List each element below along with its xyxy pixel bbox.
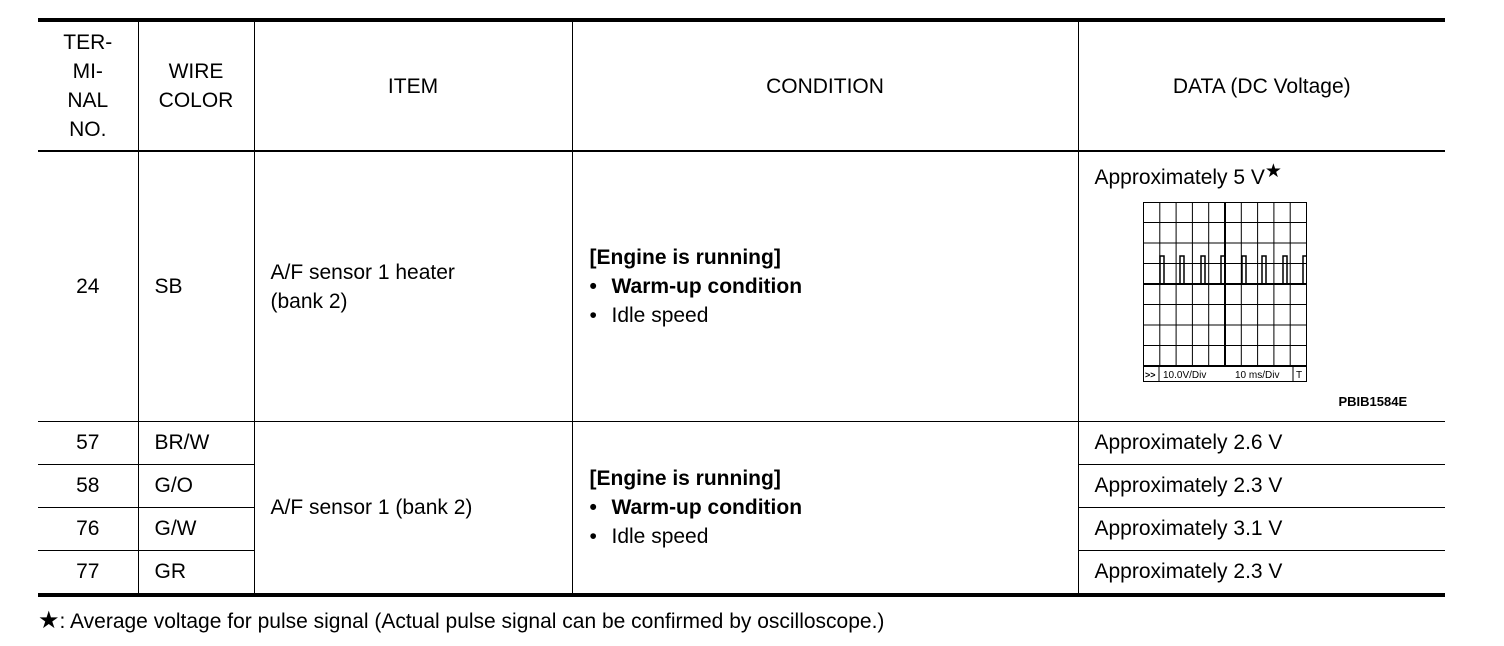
condition-bullet: • Idle speed (589, 304, 709, 327)
wire-color: G/W (138, 508, 254, 551)
data-value: Approximately 5 V★ (1094, 161, 1282, 189)
terminal-number: 76 (38, 508, 138, 551)
condition-cell (572, 151, 1078, 422)
item-cell: A/F sensor 1 (bank 2) (254, 422, 572, 596)
header-row (38, 20, 1445, 151)
condition-heading: [Engine is running] (589, 246, 781, 269)
data-cell (1078, 151, 1445, 422)
item-cell: A/F sensor 1 heater (bank 2) (254, 151, 572, 422)
table-row-57 (38, 422, 1445, 465)
scope-volts-per-div: 10.0V/Div (1162, 370, 1206, 381)
header-item: ITEM (254, 20, 572, 151)
header-data: DATA (DC Voltage) (1078, 20, 1445, 151)
data-value: Approximately 2.3 V (1078, 465, 1445, 508)
scope-marker-left: >> (1144, 370, 1156, 380)
wire-color: GR (138, 551, 254, 596)
scope-marker-right: T (1295, 370, 1302, 381)
wire-color: G/O (138, 465, 254, 508)
condition-bullet: • Idle speed (589, 525, 709, 548)
figure-code: PBIB1584E (1338, 394, 1408, 409)
header-terminal-no: TER- MI- NAL NO. (38, 20, 138, 151)
data-value: Approximately 2.3 V (1078, 551, 1445, 596)
star-icon: ★ (1264, 161, 1282, 182)
terminal-number: 57 (38, 422, 138, 465)
oscilloscope-waveform (1143, 202, 1307, 382)
footnote-text: : Average voltage for pulse signal (Actual pulse signal can be confirmed by oscilloscope.) (59, 610, 885, 633)
footnote (38, 606, 884, 635)
condition-bullet: • Warm-up condition (589, 496, 803, 519)
terminal-data-table (38, 18, 1445, 597)
condition-bullet: • Warm-up condition (589, 275, 803, 298)
header-wire-color: WIRE COLOR (138, 20, 254, 151)
wire-color: BR/W (138, 422, 254, 465)
terminal-number: 24 (38, 151, 138, 422)
terminal-number: 77 (38, 551, 138, 596)
scope-time-per-div: 10 ms/Div (1234, 370, 1279, 381)
wire-color: SB (138, 151, 254, 422)
header-condition: CONDITION (572, 20, 1078, 151)
condition-cell (572, 422, 1078, 596)
star-icon: ★ (38, 607, 60, 634)
terminal-number: 58 (38, 465, 138, 508)
condition-heading: [Engine is running] (589, 467, 781, 490)
table-row-24 (38, 151, 1445, 422)
data-value: Approximately 2.6 V (1078, 422, 1445, 465)
data-value: Approximately 3.1 V (1078, 508, 1445, 551)
